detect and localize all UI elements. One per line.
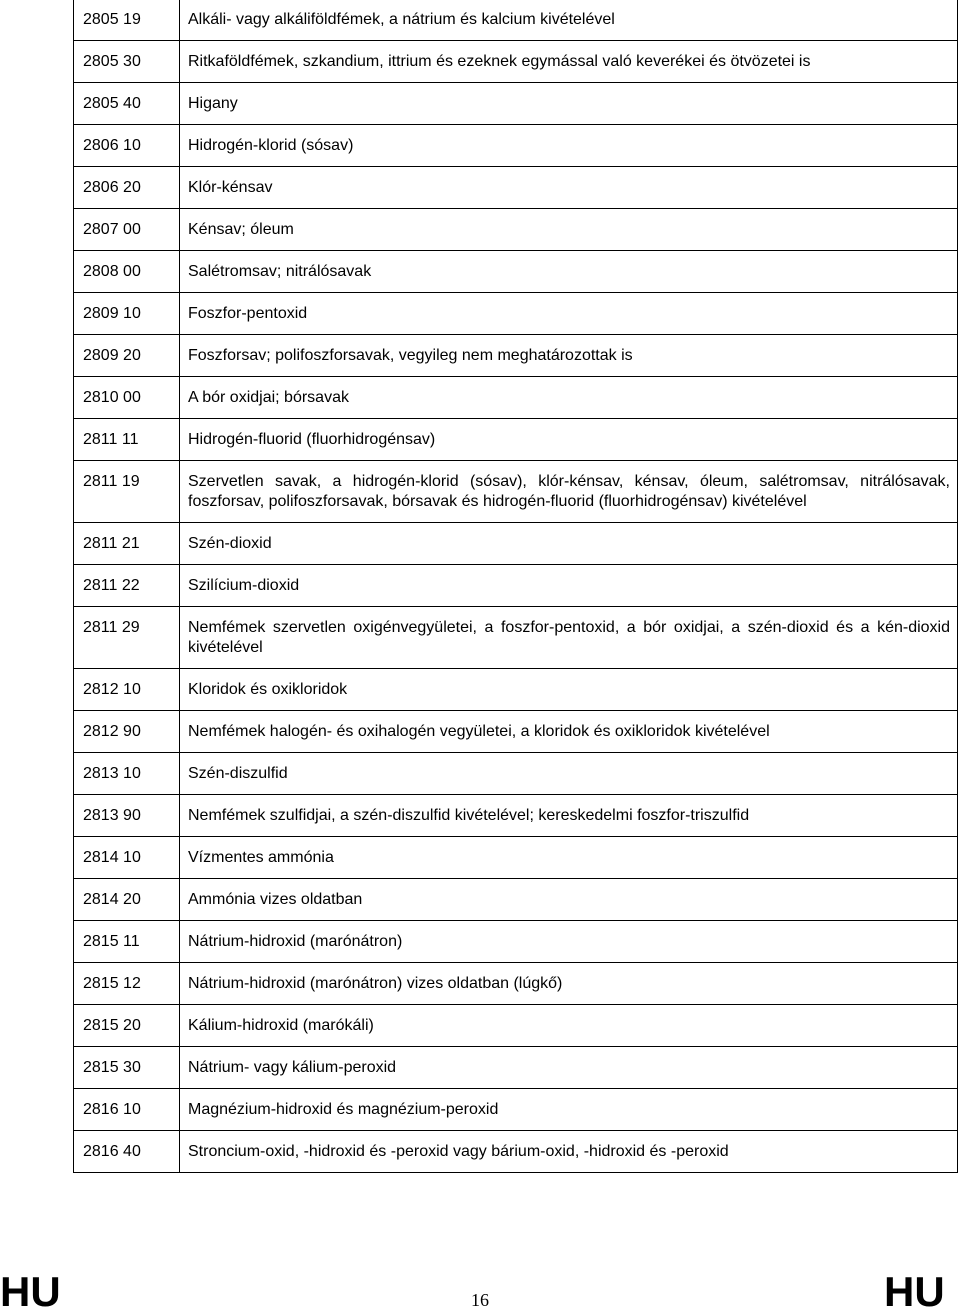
table-row	[74, 879, 958, 921]
tariff-code-cell: 2808 00	[74, 251, 180, 293]
table-row	[74, 377, 958, 419]
tariff-code-cell: 2815 30	[74, 1047, 180, 1089]
table-row	[74, 209, 958, 251]
table-row	[74, 523, 958, 565]
description-cell: Klór-kénsav	[180, 167, 958, 209]
description-cell: Hidrogén-klorid (sósav)	[180, 125, 958, 167]
table-row	[74, 1089, 958, 1131]
table-row	[74, 795, 958, 837]
tariff-code-cell: 2809 10	[74, 293, 180, 335]
table-row	[74, 461, 958, 523]
tariff-code-cell: 2812 10	[74, 669, 180, 711]
tariff-code-cell: 2812 90	[74, 711, 180, 753]
table-row	[74, 41, 958, 83]
table-row	[74, 83, 958, 125]
table-row	[74, 251, 958, 293]
tariff-code-cell: 2813 10	[74, 753, 180, 795]
description-cell: Salétromsav; nitrálósavak	[180, 251, 958, 293]
description-cell: Stroncium-oxid, -hidroxid és -peroxid vagy bárium-oxid, -hidroxid és -peroxid	[180, 1131, 958, 1173]
tariff-code-cell: 2813 90	[74, 795, 180, 837]
tariff-code-cell: 2805 40	[74, 83, 180, 125]
description-cell: Higany	[180, 83, 958, 125]
table-row	[74, 1131, 958, 1173]
description-cell: Szén-diszulfid	[180, 753, 958, 795]
table-row	[74, 753, 958, 795]
tariff-code-table	[73, 0, 958, 1173]
table-row	[74, 837, 958, 879]
description-cell: A bór oxidjai; bórsavak	[180, 377, 958, 419]
tariff-code-cell: 2811 11	[74, 419, 180, 461]
description-cell: Foszfor-pentoxid	[180, 293, 958, 335]
description-cell: Szervetlen savak, a hidrogén-klorid (sósav), klór-kénsav, kénsav, óleum, salétromsav, nitrálósavak, foszforsav, polifoszforsavak, bórsavak és hidrogén-fluorid (fluorhidrogénsav) kivételével	[180, 461, 958, 523]
table-row	[74, 293, 958, 335]
tariff-code-cell: 2809 20	[74, 335, 180, 377]
tariff-code-cell: 2811 22	[74, 565, 180, 607]
description-cell: Szilícium-dioxid	[180, 565, 958, 607]
tariff-code-cell: 2815 20	[74, 1005, 180, 1047]
tariff-code-cell: 2816 40	[74, 1131, 180, 1173]
tariff-code-cell: 2810 00	[74, 377, 180, 419]
table-row	[74, 0, 958, 41]
description-cell: Ammónia vizes oldatban	[180, 879, 958, 921]
tariff-code-cell: 2816 10	[74, 1089, 180, 1131]
description-cell: Hidrogén-fluorid (fluorhidrogénsav)	[180, 419, 958, 461]
description-cell: Nemfémek szervetlen oxigénvegyületei, a foszfor-pentoxid, a bór oxidjai, a szén-dioxid és a kén-dioxid kivételével	[180, 607, 958, 669]
table-body	[74, 0, 958, 1173]
tariff-code-cell: 2811 19	[74, 461, 180, 523]
tariff-code-cell: 2806 20	[74, 167, 180, 209]
table-row	[74, 565, 958, 607]
table-row	[74, 711, 958, 753]
table-row	[74, 125, 958, 167]
tariff-code-cell: 2815 12	[74, 963, 180, 1005]
description-cell: Nátrium-hidroxid (marónátron) vizes oldatban (lúgkő)	[180, 963, 958, 1005]
table-row	[74, 1005, 958, 1047]
table-row	[74, 335, 958, 377]
table-row	[74, 963, 958, 1005]
description-cell: Nátrium- vagy kálium-peroxid	[180, 1047, 958, 1089]
description-cell: Foszforsav; polifoszforsavak, vegyileg nem meghatározottak is	[180, 335, 958, 377]
description-cell: Szén-dioxid	[180, 523, 958, 565]
tariff-code-cell: 2811 21	[74, 523, 180, 565]
description-cell: Nemfémek halogén- és oxihalogén vegyületei, a kloridok és oxikloridok kivételével	[180, 711, 958, 753]
tariff-code-cell: 2811 29	[74, 607, 180, 669]
description-cell: Vízmentes ammónia	[180, 837, 958, 879]
table-row	[74, 669, 958, 711]
description-cell: Kénsav; óleum	[180, 209, 958, 251]
tariff-code-cell: 2807 00	[74, 209, 180, 251]
page-number: 16	[471, 1290, 489, 1310]
tariff-code-cell: 2805 19	[74, 0, 180, 41]
description-cell: Alkáli- vagy alkáliföldfémek, a nátrium és kalcium kivételével	[180, 0, 958, 41]
description-cell: Nemfémek szulfidjai, a szén-diszulfid kivételével; kereskedelmi foszfor-triszulfid	[180, 795, 958, 837]
tariff-code-cell: 2805 30	[74, 41, 180, 83]
description-cell: Kloridok és oxikloridok	[180, 669, 958, 711]
table-row	[74, 607, 958, 669]
description-cell: Nátrium-hidroxid (marónátron)	[180, 921, 958, 963]
table-row	[74, 1047, 958, 1089]
tariff-code-cell: 2814 20	[74, 879, 180, 921]
tariff-code-cell: 2814 10	[74, 837, 180, 879]
tariff-code-cell: 2806 10	[74, 125, 180, 167]
footer-language-label-left: HU	[0, 1268, 61, 1315]
table-row	[74, 921, 958, 963]
description-cell: Kálium-hidroxid (marókáli)	[180, 1005, 958, 1047]
table-row	[74, 419, 958, 461]
description-cell: Ritkaföldfémek, szkandium, ittrium és ezeknek egymással való keverékei és ötvözetei is	[180, 41, 958, 83]
tariff-code-cell: 2815 11	[74, 921, 180, 963]
footer-language-label-right: HU	[884, 1268, 945, 1315]
table-row	[74, 167, 958, 209]
description-cell: Magnézium-hidroxid és magnézium-peroxid	[180, 1089, 958, 1131]
